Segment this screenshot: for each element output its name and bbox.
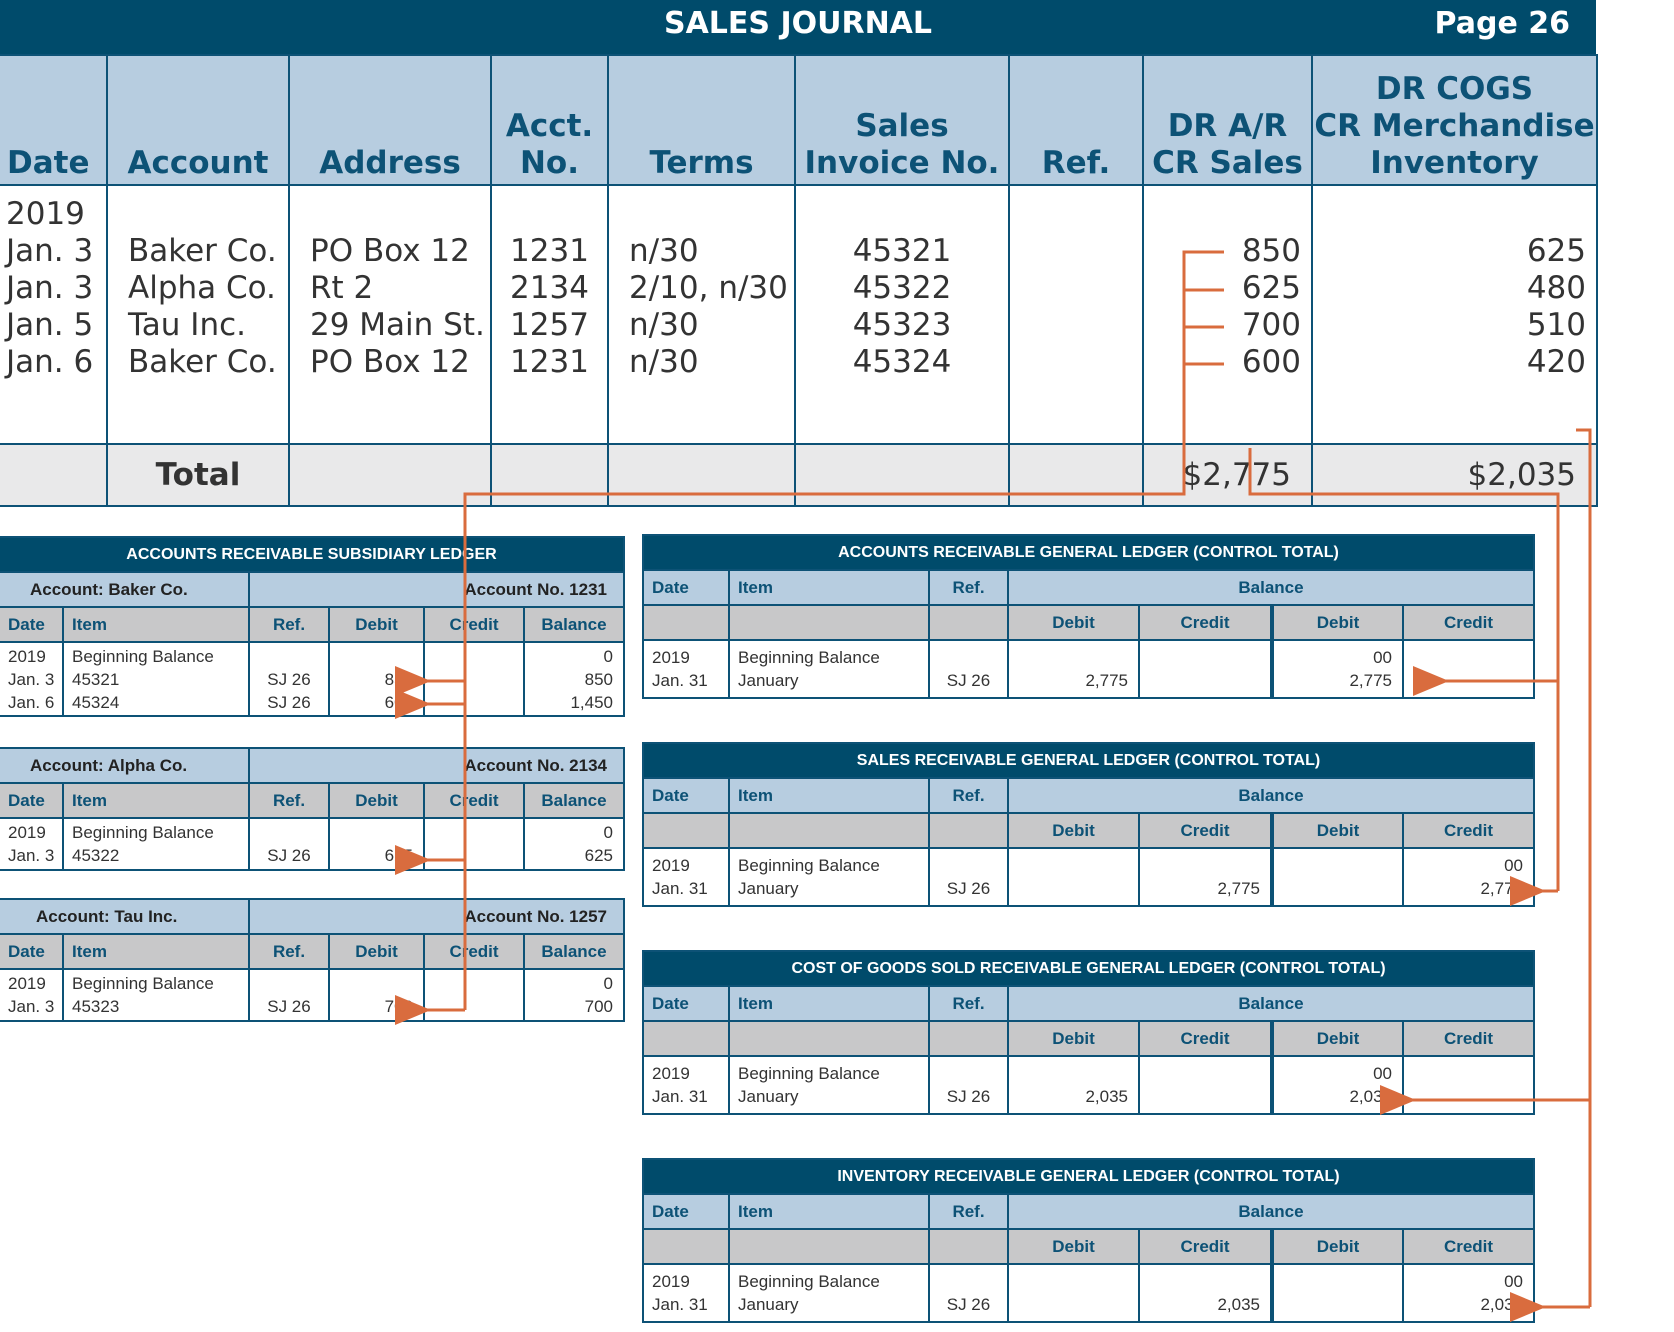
col-header-item: Item [63,607,249,642]
col-header-debit: Debit [329,934,424,969]
col-header-credit: Credit [1139,813,1272,848]
row-terms: n/30 [629,233,699,269]
row-address: 29 Main St. [310,307,485,343]
date-text: 2019 [8,823,46,842]
row-address: PO Box 12 [310,344,470,380]
header-cogs-line1: DR COGS [1375,71,1534,107]
balance-text: 0 [603,823,613,842]
row-invoice: 45324 [852,344,952,380]
col-header-credit: Credit [424,783,524,818]
col-header-date: Date [643,1194,729,1229]
row-cogs: 625 [1526,233,1586,269]
ledger-title: INVENTORY RECEIVABLE GENERAL LEDGER (CONTROL TOTAL) [643,1159,1534,1194]
date-text: Jan. 3 [8,846,55,865]
header-cogs-line2: CR Merchandise [1314,108,1595,144]
subsidiary-title: ACCOUNTS RECEIVABLE SUBSIDIARY LEDGER [0,537,624,572]
debit-text: 850 [384,669,413,689]
col-header-debit: Debit [329,783,424,818]
cell-debit: 2,035 [1008,1056,1139,1114]
header-ref: Ref. [1009,55,1143,185]
ref-text: SJ 26 [267,997,311,1016]
balance-debit-text: 2,775 [1349,671,1392,690]
header-date: Date [0,55,107,185]
row-terms: n/30 [629,344,699,380]
item-text: 45322 [72,846,120,865]
col-header-balance: Balance [1008,986,1534,1021]
item-text: Beginning Balance [738,1064,880,1083]
cell-debit: 2,775 [1008,640,1139,698]
ledger-title: SALES RECEIVABLE GENERAL LEDGER (CONTROL TOTAL) [643,743,1534,778]
row-ar: 850 [1241,233,1301,269]
row-ar: 625 [1241,270,1301,306]
header-acct-line2: No. [519,145,580,181]
item-text: Beginning Balance [72,823,214,842]
balance-text: 625 [584,846,613,865]
row-invoice: 45323 [852,307,952,343]
col-header-ref: Ref. [929,1194,1008,1229]
date-text: Jan. 6 [8,692,55,712]
col-header-balance: Balance [1008,778,1534,813]
ledger-title: COST OF GOODS SOLD RECEIVABLE GENERAL LEDGER (CONTROL TOTAL) [643,951,1534,986]
header-cogs-line3: Inventory [1370,145,1539,181]
header-account: Account [107,55,289,185]
cell-ref: SJ 26 [929,1056,1008,1114]
ar-total-connector [1250,448,1558,891]
row-address: Rt 2 [310,270,374,306]
debit-text: 600 [384,692,413,712]
debit-text: 700 [384,997,413,1016]
date-text: 2019 [652,1064,690,1083]
balance-text: 1,450 [570,692,613,712]
col-header-balance-credit: Credit [1403,1021,1534,1056]
row-cogs: 480 [1526,270,1586,306]
col-header-date: Date [0,607,63,642]
date-text: 2019 [652,1272,690,1291]
item-text: 45321 [72,669,120,689]
row-date: Jan. 3 [6,270,94,306]
header-ar-line1: DR A/R [1167,108,1288,144]
col-header-item: Item [63,934,249,969]
col-header-credit: Credit [1139,1229,1272,1264]
sales-journal-title: SALES JOURNAL [663,6,933,41]
col-header-item: Item [729,778,929,813]
item-text: Beginning Balance [738,648,880,667]
balance-text: 0 [603,974,613,993]
item-text: 45324 [72,692,120,712]
balance-credit-text: 2,035 [1480,1295,1523,1314]
row-account: Baker Co. [128,233,277,269]
account-number: Account No. 1257 [249,899,624,934]
cell-ref: SJ 26 [929,848,1008,906]
cogs-total-connector [1576,430,1590,1307]
balance-text: 0 [603,646,613,666]
balance-debit-text: 00 [1373,648,1392,667]
debit-text: 625 [384,846,413,865]
balance-text: 700 [584,997,613,1016]
row-terms: n/30 [629,307,699,343]
row-date: Jan. 6 [6,344,94,380]
cell-ref: SJ 26 [929,640,1008,698]
header-terms: Terms [608,55,795,185]
item-text: Beginning Balance [72,646,214,666]
date-text: 2019 [652,856,690,875]
col-header-balance-credit: Credit [1403,1229,1534,1264]
ref-text: SJ 26 [267,692,311,712]
item-text: 45323 [72,997,120,1016]
col-header-item: Item [729,1194,929,1229]
row-invoice: 45322 [852,270,952,306]
col-header-date: Date [643,778,729,813]
row-acct-no: 1231 [510,344,589,380]
col-header-balance-debit: Debit [1272,1021,1403,1056]
date-text: Jan. 3 [8,997,55,1016]
balance-credit-text: 00 [1504,856,1523,875]
col-header-credit: Credit [424,934,524,969]
header-ar-line2: CR Sales [1152,145,1303,181]
col-header-ref: Ref. [929,986,1008,1021]
date-text: Jan. 31 [652,1087,708,1106]
header-invoice-line2: Invoice No. [804,145,1000,181]
col-header-credit: Credit [424,607,524,642]
col-header-balance-credit: Credit [1403,605,1534,640]
col-header-date: Date [0,783,63,818]
header-invoice-line1: Sales [855,108,949,144]
item-text: January [738,1087,799,1106]
item-text: January [738,879,799,898]
account-name: Account: Alpha Co. [0,748,249,783]
col-header-balance: Balance [1008,570,1534,605]
account-number: Account No. 1231 [249,572,624,607]
col-header-debit: Debit [1008,1229,1139,1264]
ledger-title: ACCOUNTS RECEIVABLE GENERAL LEDGER (CONTROL TOTAL) [643,535,1534,570]
item-text: Beginning Balance [738,856,880,875]
date-text: Jan. 31 [652,879,708,898]
col-header-balance: Balance [524,783,624,818]
col-header-balance-debit: Debit [1272,605,1403,640]
col-header-ref: Ref. [929,570,1008,605]
col-header-date: Date [0,934,63,969]
col-header-debit: Debit [329,607,424,642]
total-cogs: $2,035 [1312,444,1597,506]
balance-text: 850 [584,669,613,689]
row-acct-no: 1231 [510,233,589,269]
col-header-balance-debit: Debit [1272,1229,1403,1264]
balance-credit-text: 2,775 [1480,879,1523,898]
item-text: Beginning Balance [738,1272,880,1291]
balance-debit-text: 2,035 [1349,1087,1392,1106]
account-number: Account No. 2134 [249,748,624,783]
col-header-date: Date [643,986,729,1021]
col-header-ref: Ref. [929,778,1008,813]
col-header-balance-credit: Credit [1403,813,1534,848]
col-header-balance: Balance [524,607,624,642]
row-date: Jan. 3 [6,233,94,269]
col-header-item: Item [729,570,929,605]
row-address: PO Box 12 [310,233,470,269]
row-ar: 700 [1241,307,1301,343]
date-text: Jan. 31 [652,1295,708,1314]
row-account: Alpha Co. [128,270,276,306]
row-acct-no: 2134 [510,270,589,306]
year-label: 2019 [6,196,85,232]
col-header-item: Item [63,783,249,818]
row-acct-no: 1257 [510,307,589,343]
ref-text: SJ 26 [267,846,311,865]
item-text: January [738,1295,799,1314]
item-text: January [738,671,799,690]
total-ar: $2,775 [1143,444,1312,506]
total-label: Total [107,444,289,506]
row-cogs: 510 [1526,307,1586,343]
col-header-credit: Credit [1139,605,1272,640]
row-terms: 2/10, n/30 [629,270,788,306]
date-text: 2019 [8,646,46,666]
col-header-balance: Balance [1008,1194,1534,1229]
row-invoice: 45321 [852,233,952,269]
cell-credit: 2,775 [1139,848,1272,906]
col-header-balance: Balance [524,934,624,969]
ar-posting-bracket [465,252,1224,1010]
col-header-date: Date [643,570,729,605]
col-header-item: Item [729,986,929,1021]
ref-text: SJ 26 [267,669,311,689]
item-text: Beginning Balance [72,974,214,993]
row-cogs: 420 [1526,344,1586,380]
col-header-debit: Debit [1008,1021,1139,1056]
col-header-debit: Debit [1008,813,1139,848]
account-name: Account: Baker Co. [0,572,249,607]
col-header-debit: Debit [1008,605,1139,640]
account-name: Account: Tau Inc. [0,899,249,934]
cell-ref: SJ 26 [929,1264,1008,1322]
date-text: Jan. 3 [8,669,55,689]
col-header-balance-debit: Debit [1272,813,1403,848]
date-text: Jan. 31 [652,671,708,690]
col-header-credit: Credit [1139,1021,1272,1056]
row-account: Tau Inc. [128,307,246,343]
row-ar: 600 [1241,344,1301,380]
header-acct-line1: Acct. [505,108,594,144]
row-date: Jan. 5 [6,307,94,343]
balance-debit-text: 00 [1373,1064,1392,1083]
sales-journal-page: Page 26 [1434,6,1570,41]
col-header-ref: Ref. [249,607,329,642]
col-header-ref: Ref. [249,783,329,818]
cell-credit: 2,035 [1139,1264,1272,1322]
balance-credit-text: 00 [1504,1272,1523,1291]
header-address: Address [289,55,491,185]
date-text: 2019 [8,974,46,993]
col-header-ref: Ref. [249,934,329,969]
row-account: Baker Co. [128,344,277,380]
date-text: 2019 [652,648,690,667]
